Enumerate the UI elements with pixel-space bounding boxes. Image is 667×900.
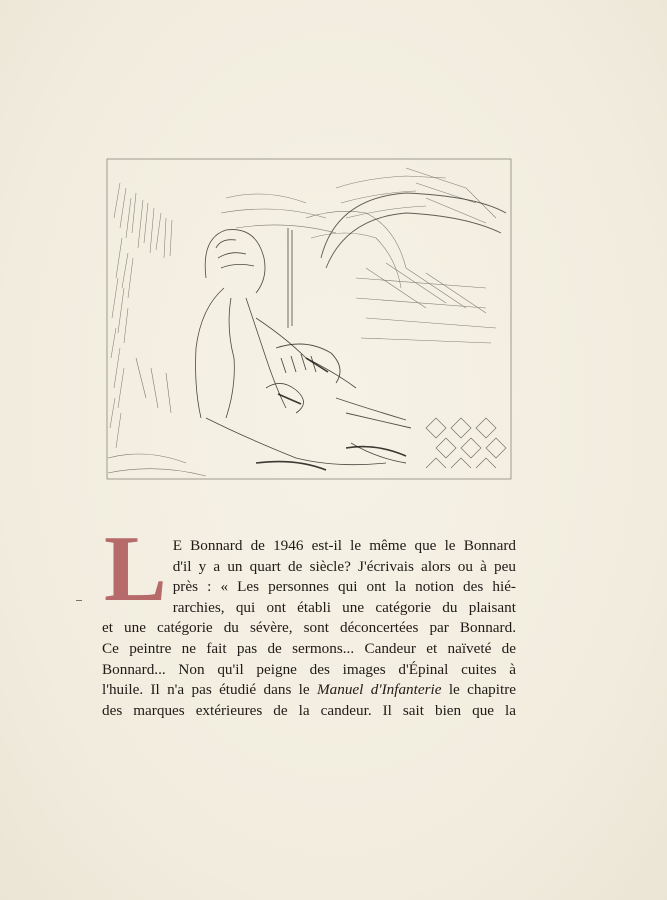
text-line-with-title [102,680,516,701]
body-text [102,517,517,721]
margin-mark [76,600,82,601]
text-line: Ce peintre ne fait pas de sermons... Candeur et naïveté de [102,639,516,657]
text-line: près : « Les personnes qui ont la notion des hié- [172,578,516,596]
text-line: E Bonnard de 1946 est-il le même que le Bonnard [172,537,516,554]
drop-cap: L [104,517,167,621]
text-line: des marques extérieures de la candeur. Il sait bien que la [102,701,516,719]
text-fragment: l'huile. Il n'a pas étudié dans le [102,681,310,699]
etching-illustration [106,158,512,480]
text-fragment: le chapitre [448,681,517,699]
etching-drawing [106,158,512,480]
text-line: d'il y a un quart de siècle? J'écrivais alors ou à peu [172,557,516,575]
text-line: et une catégorie du sévère, sont déconcertées par Bonnard. [102,619,516,637]
book-title: Manuel d'Infanterie [317,681,442,699]
text-line: Bonnard... Non qu'il peigne des images d'Épinal cuites à [102,660,516,678]
text-line: rarchies, qui ont établi une catégorie du plaisant [172,598,516,616]
